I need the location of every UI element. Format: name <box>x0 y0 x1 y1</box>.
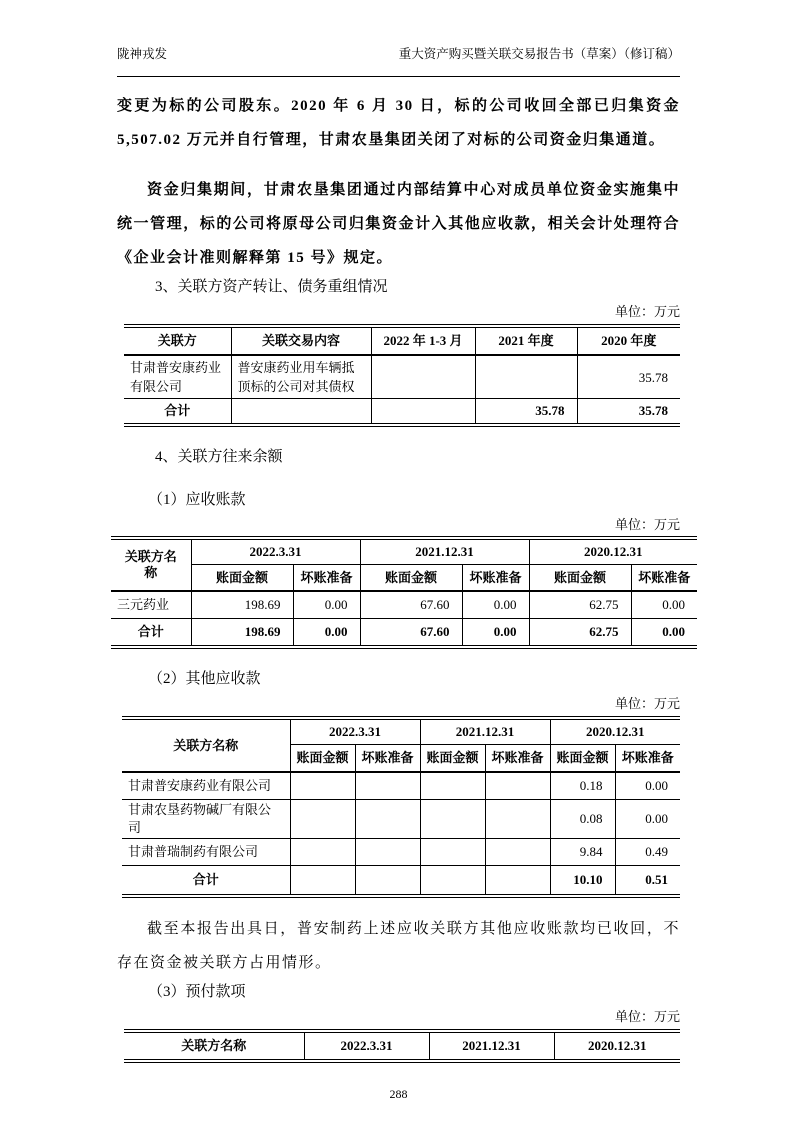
table-cell <box>420 839 485 866</box>
table-cell: 0.51 <box>615 866 680 897</box>
column-header: 账面金额 <box>550 745 615 773</box>
column-header: 关联交易内容 <box>231 326 371 355</box>
table-cell: 9.84 <box>550 839 615 866</box>
column-header: 关联方名称 <box>111 538 191 591</box>
page-number: 288 <box>389 1087 408 1101</box>
column-header: 2022.3.31 <box>290 718 420 745</box>
total-label: 合计 <box>122 866 290 897</box>
table-cell <box>485 866 550 897</box>
table-cell <box>420 866 485 897</box>
column-header: 关联方名称 <box>122 718 290 772</box>
table-cell: 198.69 <box>191 619 293 648</box>
table-cell: 35.78 <box>577 355 680 399</box>
table-cell: 0.00 <box>631 591 697 619</box>
table-cell: 0.00 <box>293 619 360 648</box>
column-header: 坏账准备 <box>485 745 550 773</box>
subsection-heading-other-receivables: （2）其他应收款 <box>148 671 261 687</box>
table-header-row <box>122 718 680 745</box>
column-header: 坏账准备 <box>631 565 697 592</box>
table-cell <box>485 839 550 866</box>
table-cell <box>485 800 550 839</box>
table-cell: 10.10 <box>550 866 615 897</box>
column-header: 2022 年 1-3 月 <box>371 326 475 355</box>
table-header-row <box>124 326 680 355</box>
column-header: 坏账准备 <box>293 565 360 592</box>
table-cell: 0.00 <box>615 800 680 839</box>
column-header: 2022.3.31 <box>304 1031 429 1061</box>
column-header: 2020.12.31 <box>529 538 697 565</box>
column-header: 2021.12.31 <box>360 538 529 565</box>
column-header: 2021.12.31 <box>429 1031 554 1061</box>
total-row <box>124 399 680 426</box>
table-cell: 62.75 <box>529 591 631 619</box>
table-cell: 普安康药业用车辆抵顶标的公司对其债权 <box>231 355 371 399</box>
column-header: 2020.12.31 <box>550 718 680 745</box>
column-header: 坏账准备 <box>355 745 420 773</box>
table-cell: 甘肃普瑞制药有限公司 <box>122 839 290 866</box>
column-header: 账面金额 <box>420 745 485 773</box>
table-cell <box>355 772 420 800</box>
paragraph-recovery-statement: 截至本报告出具日，普安制药上述应收关联方其他应收账款均已收回，不存在资金被关联方占用情形。 <box>117 921 680 971</box>
table-header-row <box>124 1031 680 1061</box>
receivables-table <box>111 536 697 649</box>
table-cell: 甘肃普安康药业有限公司 <box>124 355 231 399</box>
table-cell <box>290 772 355 800</box>
table-cell: 0.00 <box>631 619 697 648</box>
total-label: 合计 <box>111 619 191 648</box>
other-receivables-table <box>122 716 680 898</box>
table-cell: 三元药业 <box>111 591 191 619</box>
table-cell: 0.00 <box>462 619 529 648</box>
paragraph-fund-pooling: 资金归集期间，甘肃农垦集团通过内部结算中心对成员单位资金实施集中统一管理，标的公司将原母公司归集资金计入其他应收款，相关会计处理符合《企业会计准则解释第 15 号》规定。 <box>117 182 680 266</box>
table-cell: 0.18 <box>550 772 615 800</box>
table-cell <box>290 800 355 839</box>
column-header: 坏账准备 <box>615 745 680 773</box>
subsection-heading-receivables: （1）应收账款 <box>148 492 246 508</box>
unit-label: 单位：万元 <box>614 696 680 711</box>
unit-label: 单位：万元 <box>614 304 680 319</box>
column-header: 账面金额 <box>191 565 293 592</box>
table-cell: 198.69 <box>191 591 293 619</box>
column-header: 2021.12.31 <box>420 718 550 745</box>
table-cell <box>231 399 371 426</box>
section-heading-asset-transfer: 3、关联方资产转让、债务重组情况 <box>155 279 388 295</box>
table-cell: 0.00 <box>615 772 680 800</box>
column-header: 2020 年度 <box>577 326 680 355</box>
column-header: 关联方 <box>124 326 231 355</box>
table-row <box>111 591 697 619</box>
paragraph-fund-recovery: 变更为标的公司股东。2020 年 6 月 30 日，标的公司收回全部已归集资金 5,507.02 万元并自行管理，甘肃农垦集团关闭了对标的公司资金归集通道。 <box>117 98 680 148</box>
table-cell <box>420 800 485 839</box>
table-cell: 甘肃普安康药业有限公司 <box>122 772 290 800</box>
table-cell: 62.75 <box>529 619 631 648</box>
table-cell <box>355 800 420 839</box>
table-cell: 67.60 <box>360 591 462 619</box>
unit-label: 单位：万元 <box>614 1009 680 1024</box>
total-label: 合计 <box>124 399 231 426</box>
related-transfer-table <box>124 324 680 427</box>
column-header: 账面金额 <box>290 745 355 773</box>
table-header-row <box>111 538 697 565</box>
total-row <box>122 866 680 897</box>
column-header: 2020.12.31 <box>554 1031 680 1061</box>
table-cell: 0.08 <box>550 800 615 839</box>
table-subheader-row <box>111 565 697 592</box>
total-row <box>111 619 697 648</box>
table-cell <box>420 772 485 800</box>
table-cell <box>371 355 475 399</box>
table-cell <box>290 839 355 866</box>
table-cell: 甘肃农垦药物碱厂有限公司 <box>122 800 290 839</box>
header-company-name: 陇神戎发 <box>117 47 168 61</box>
table-cell: 0.00 <box>462 591 529 619</box>
page-header <box>117 44 680 77</box>
table-cell: 0.49 <box>615 839 680 866</box>
table-row <box>124 355 680 399</box>
section-heading-related-balances: 4、关联方往来余额 <box>155 449 283 465</box>
table-cell <box>355 839 420 866</box>
table-cell <box>371 399 475 426</box>
table-cell <box>290 866 355 897</box>
column-header: 2022.3.31 <box>191 538 360 565</box>
table-cell <box>485 772 550 800</box>
table-cell: 67.60 <box>360 619 462 648</box>
column-header: 关联方名称 <box>124 1031 304 1061</box>
column-header: 账面金额 <box>360 565 462 592</box>
table-row <box>122 772 680 800</box>
column-header: 坏账准备 <box>462 565 529 592</box>
table-cell: 35.78 <box>577 399 680 426</box>
header-report-title: 重大资产购买暨关联交易报告书（草案）（修订稿） <box>398 47 680 61</box>
prepayments-table <box>124 1029 680 1063</box>
table-row <box>122 800 680 839</box>
column-header: 账面金额 <box>529 565 631 592</box>
subsection-heading-prepayments: （3）预付款项 <box>148 984 246 1000</box>
table-cell <box>475 355 577 399</box>
table-row <box>122 839 680 866</box>
table-cell <box>355 866 420 897</box>
table-cell: 35.78 <box>475 399 577 426</box>
table-cell: 0.00 <box>293 591 360 619</box>
column-header: 2021 年度 <box>475 326 577 355</box>
unit-label: 单位：万元 <box>614 517 680 532</box>
